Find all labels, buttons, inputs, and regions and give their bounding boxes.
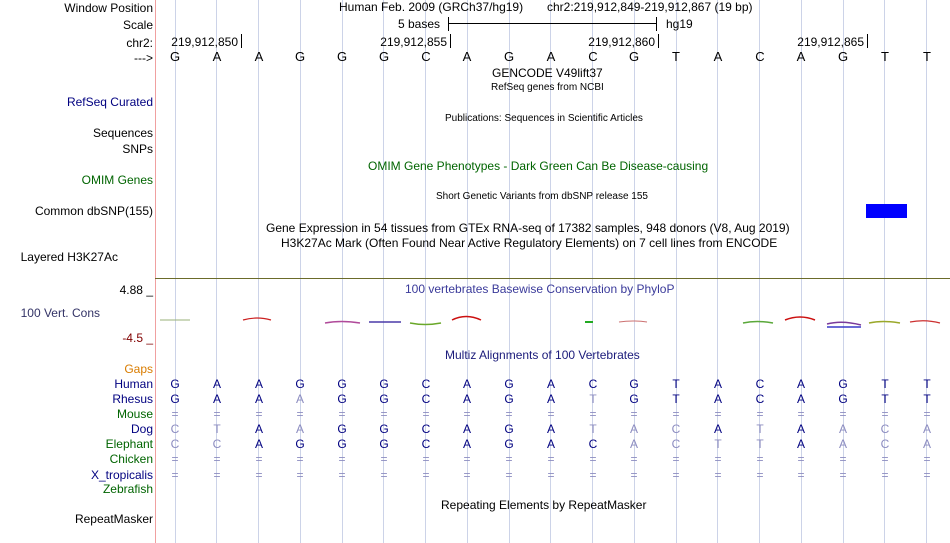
label-repeatmasker[interactable]: RepeatMasker — [74, 512, 153, 526]
alignment-base: A — [295, 392, 304, 406]
alignment-base: = — [923, 407, 931, 421]
scale-db: hg19 — [666, 17, 693, 31]
species-label-zebrafish[interactable]: Zebrafish — [102, 482, 153, 496]
alignment-base: A — [254, 422, 263, 436]
sequence-base: G — [503, 49, 515, 64]
alignment-base: = — [171, 452, 179, 466]
alignment-base: = — [756, 468, 764, 482]
alignment-base: A — [462, 422, 471, 436]
alignment-base: T — [756, 422, 764, 436]
label-scale[interactable]: Scale — [122, 18, 153, 32]
scale-text: 5 bases — [398, 17, 441, 31]
alignment-base: C — [588, 377, 598, 391]
alignment-base: A — [546, 377, 555, 391]
alignment-base: = — [296, 407, 304, 421]
alignment-base: A — [546, 422, 555, 436]
alignment-base: = — [839, 468, 847, 482]
alignment-base: = — [881, 452, 889, 466]
alignment-base: G — [295, 437, 305, 451]
dbsnp-title: Short Genetic Variants from dbSNP release 155 — [436, 191, 648, 202]
sequence-base: G — [336, 49, 348, 64]
alignment-base: = — [547, 468, 555, 482]
alignment-base: C — [755, 392, 765, 406]
alignment-base: T — [672, 377, 680, 391]
label-snps[interactable]: SNPs — [122, 142, 153, 156]
track-separator — [155, 278, 950, 279]
alignment-base: T — [589, 422, 597, 436]
species-label-dog[interactable]: Dog — [130, 422, 153, 436]
alignment-base: = — [213, 468, 221, 482]
alignment-base: = — [547, 407, 555, 421]
label-chr[interactable]: chr2: — [126, 36, 153, 50]
alignment-base: = — [463, 452, 471, 466]
alignment-base: G — [504, 392, 514, 406]
sequence-base: G — [378, 49, 390, 64]
alignment-base: = — [171, 407, 179, 421]
ruler-tick — [658, 34, 659, 48]
alignment-base: G — [838, 392, 848, 406]
alignment-base: C — [671, 437, 681, 451]
alignment-base: = — [714, 407, 722, 421]
alignment-base: G — [170, 392, 180, 406]
alignment-base: = — [380, 452, 388, 466]
species-label-human[interactable]: Human — [114, 377, 153, 391]
label-layered-h3k27ac[interactable]: Layered H3K27Ac — [20, 250, 118, 264]
alignment-base: G — [337, 422, 347, 436]
alignment-base: = — [756, 452, 764, 466]
repeatmasker-title: Repeating Elements by RepeatMasker — [441, 498, 647, 512]
species-label-mouse[interactable]: Mouse — [116, 407, 153, 421]
alignment-base: G — [170, 377, 180, 391]
alignment-base: = — [797, 452, 805, 466]
sequence-base: A — [796, 49, 806, 64]
alignment-base: = — [505, 452, 513, 466]
alignment-base: G — [629, 392, 639, 406]
gtex-title: Gene Expression in 54 tissues from GTEx RNA-seq of 17382 samples, 948 donors (V8, Aug 2019) — [266, 221, 790, 235]
alignment-base: = — [797, 468, 805, 482]
assembly-label: Human Feb. 2009 (GRCh37/hg19) — [339, 0, 524, 14]
alignment-base: = — [589, 452, 597, 466]
alignment-base: = — [422, 407, 430, 421]
alignment-base: C — [880, 437, 890, 451]
alignment-base: T — [923, 377, 931, 391]
sequence-base: C — [421, 49, 431, 64]
alignment-base: = — [463, 407, 471, 421]
alignment-base: = — [756, 407, 764, 421]
alignment-base: A — [796, 392, 805, 406]
alignment-base: C — [755, 377, 765, 391]
alignment-base: A — [922, 422, 931, 436]
alignment-base: = — [630, 452, 638, 466]
alignment-base: = — [296, 468, 304, 482]
alignment-base: = — [213, 452, 221, 466]
sequence-base: A — [546, 49, 556, 64]
sequence-base: T — [672, 49, 680, 64]
alignment-base: = — [714, 468, 722, 482]
alignment-base: A — [796, 437, 805, 451]
alignment-base: G — [504, 422, 514, 436]
ruler-tick — [450, 34, 451, 48]
alignment-base: = — [505, 468, 513, 482]
alignment-base: = — [589, 468, 597, 482]
alignment-base: G — [337, 392, 347, 406]
ruler-position-label: 219,912,850 — [171, 35, 238, 49]
alignment-base: A — [254, 377, 263, 391]
label-cons-min: -4.5 _ — [122, 331, 153, 345]
alignment-base: C — [421, 422, 431, 436]
sequence-base: T — [881, 49, 889, 64]
alignment-base: = — [630, 407, 638, 421]
alignment-base: = — [923, 468, 931, 482]
alignment-base: G — [838, 377, 848, 391]
alignment-base: A — [295, 422, 304, 436]
alignment-base: A — [254, 437, 263, 451]
alignment-base: = — [338, 452, 346, 466]
alignment-base: = — [338, 468, 346, 482]
alignment-base: A — [838, 437, 847, 451]
alignment-base: A — [796, 422, 805, 436]
omim-title: OMIM Gene Phenotypes - Dark Green Can Be Disease-causing — [368, 159, 709, 173]
phylop-title: 100 vertebrates Basewise Conservation by PhyloP — [405, 282, 675, 296]
alignment-base: A — [922, 437, 931, 451]
alignment-base: C — [212, 437, 222, 451]
label-refseq[interactable]: RefSeq Curated — [66, 95, 153, 109]
species-label-rhesus[interactable]: Rhesus — [112, 392, 153, 406]
sequence-base: A — [212, 49, 222, 64]
alignment-base: A — [212, 377, 221, 391]
alignment-base: = — [255, 407, 263, 421]
alignment-base: = — [255, 452, 263, 466]
sequence-base: C — [755, 49, 765, 64]
alignment-base: G — [337, 437, 347, 451]
label-sequences[interactable]: Sequences — [92, 126, 153, 140]
alignment-base: A — [713, 422, 722, 436]
alignment-base: T — [714, 437, 722, 451]
sequence-base: G — [837, 49, 849, 64]
alignment-base: = — [171, 468, 179, 482]
label-vert-cons[interactable]: 100 Vert. Cons — [20, 306, 100, 320]
alignment-base: = — [881, 407, 889, 421]
alignment-base: T — [213, 422, 221, 436]
alignment-base: = — [296, 452, 304, 466]
alignment-base: G — [379, 392, 389, 406]
alignment-base: = — [672, 468, 680, 482]
alignment-base: C — [588, 437, 598, 451]
alignment-base: C — [880, 422, 890, 436]
scale-bar-left-tick — [448, 17, 449, 31]
alignment-base: C — [671, 422, 681, 436]
alignment-base: = — [714, 452, 722, 466]
alignment-base: = — [672, 452, 680, 466]
alignment-base: A — [462, 437, 471, 451]
sequence-base: T — [923, 49, 931, 64]
alignment-base: G — [629, 377, 639, 391]
alignment-base: = — [630, 468, 638, 482]
label-omim[interactable]: OMIM Genes — [81, 173, 153, 187]
alignment-base: = — [422, 452, 430, 466]
alignment-base: = — [422, 468, 430, 482]
alignment-base: T — [589, 392, 597, 406]
alignment-base: = — [213, 407, 221, 421]
alignment-base: A — [254, 392, 263, 406]
label-divider — [155, 0, 156, 543]
label-cons-max: 4.88 _ — [119, 283, 153, 297]
alignment-base: A — [546, 392, 555, 406]
conservation-plot[interactable] — [155, 300, 950, 340]
alignment-base: = — [338, 407, 346, 421]
scale-bar-right-tick — [656, 17, 657, 31]
alignment-base: = — [505, 407, 513, 421]
alignment-base: C — [170, 422, 180, 436]
sequence-base: A — [462, 49, 472, 64]
sequence-base: A — [713, 49, 723, 64]
alignment-base: C — [421, 377, 431, 391]
alignment-base: G — [504, 377, 514, 391]
label-common-dbsnp[interactable]: Common dbSNP(155) — [34, 204, 153, 218]
alignment-base: A — [629, 437, 638, 451]
alignment-base: = — [923, 452, 931, 466]
label-strand-arrow[interactable]: ---> — [134, 51, 153, 65]
alignment-base: T — [881, 377, 889, 391]
alignment-base: G — [379, 422, 389, 436]
species-label-elephant[interactable]: Elephant — [105, 437, 153, 451]
alignment-base: A — [838, 422, 847, 436]
publications-title: Publications: Sequences in Scientific Articles — [445, 113, 643, 124]
alignment-base: = — [589, 407, 597, 421]
ruler-position-label: 219,912,860 — [588, 35, 655, 49]
alignment-base: A — [462, 377, 471, 391]
alignment-base: = — [547, 452, 555, 466]
h3k27ac-title: H3K27Ac Mark (Often Found Near Active Regulatory Elements) on 7 cell lines from ENCODE — [281, 236, 778, 250]
alignment-base: T — [672, 392, 680, 406]
alignment-base: = — [380, 407, 388, 421]
species-label-chicken[interactable]: Chicken — [109, 452, 153, 466]
sequence-base: G — [294, 49, 306, 64]
alignment-base: = — [797, 407, 805, 421]
alignment-base: A — [796, 377, 805, 391]
alignment-base: C — [421, 392, 431, 406]
alignment-base: = — [463, 468, 471, 482]
multiz-title: Multiz Alignments of 100 Vertebrates — [445, 348, 640, 362]
sequence-base: A — [254, 49, 264, 64]
alignment-base: T — [923, 392, 931, 406]
alignment-base: A — [212, 392, 221, 406]
position-label: chr2:219,912,849-219,912,867 (19 bp) — [547, 0, 753, 14]
label-window-position[interactable]: Window Position — [64, 1, 153, 15]
scale-bar — [448, 23, 656, 24]
refseq-subtitle: RefSeq genes from NCBI — [491, 82, 604, 93]
species-label-x_tropicalis[interactable]: X_tropicalis — [90, 468, 153, 482]
alignment-base: = — [255, 468, 263, 482]
alignment-base: = — [839, 452, 847, 466]
ruler-tick — [867, 34, 868, 48]
alignment-base: A — [462, 392, 471, 406]
alignment-base: T — [881, 392, 889, 406]
ruler-tick — [241, 34, 242, 48]
gencode-title[interactable]: GENCODE V49lift37 — [492, 66, 603, 80]
alignment-base: = — [672, 407, 680, 421]
alignment-base: = — [881, 468, 889, 482]
ruler-position-label: 219,912,855 — [380, 35, 447, 49]
alignment-base: G — [379, 377, 389, 391]
alignment-base: A — [546, 437, 555, 451]
conservation-marks — [160, 317, 940, 328]
alignment-base: T — [756, 437, 764, 451]
ruler-position-label: 219,912,865 — [797, 35, 864, 49]
sequence-base: C — [588, 49, 598, 64]
alignment-base: G — [295, 377, 305, 391]
sequence-base: G — [628, 49, 640, 64]
alignment-base: C — [170, 437, 180, 451]
alignment-base: C — [421, 437, 431, 451]
label-gaps[interactable]: Gaps — [124, 362, 153, 376]
alignment-base: G — [379, 437, 389, 451]
sequence-base: G — [169, 49, 181, 64]
alignment-base: A — [629, 422, 638, 436]
alignment-base: A — [713, 377, 722, 391]
alignment-base: = — [380, 468, 388, 482]
alignment-base: A — [713, 392, 722, 406]
alignment-base: G — [337, 377, 347, 391]
alignment-base: = — [839, 407, 847, 421]
alignment-base: G — [504, 437, 514, 451]
dbsnp-variant-block[interactable] — [866, 204, 907, 218]
